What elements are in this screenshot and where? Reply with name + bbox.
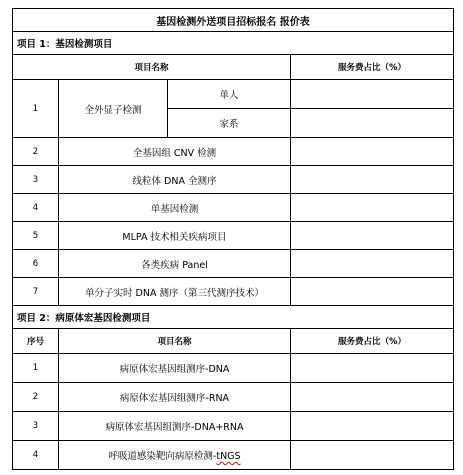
section1-col-name: 项目名称 [13,55,291,80]
row-number: 3 [13,166,59,194]
row-item-name: 单分子实时 DNA 测序（第三代测序技术） [59,278,291,306]
share-cell[interactable] [291,412,454,441]
share-cell[interactable] [291,250,454,278]
row-item-name: 病原体宏基因组测序-DNA+RNA [59,412,291,441]
row-item-name: 线粒体 DNA 全测序 [59,166,291,194]
section1-col-share: 服务费占比（%） [291,55,454,80]
section2-col-no: 序号 [13,329,59,354]
row-number: 1 [13,80,59,138]
share-cell[interactable] [291,80,454,109]
table-row [13,412,454,441]
row-number: 2 [13,383,59,412]
row-item-name: MLPA 技术相关疾病项目 [59,222,291,250]
table-row [13,166,454,194]
row-sub-item: 单人 [168,80,291,109]
row-item-name: 全基因组 CNV 检测 [59,138,291,166]
table-row [13,194,454,222]
row-number: 5 [13,222,59,250]
row-item-name: 病原体宏基因组测序-DNA [59,354,291,383]
table-row [13,383,454,412]
share-cell[interactable] [291,109,454,138]
share-cell[interactable] [291,383,454,412]
section2-col-name: 项目名称 [59,329,291,354]
share-cell[interactable] [291,222,454,250]
table-row [13,278,454,306]
share-cell[interactable] [291,194,454,222]
share-cell[interactable] [291,354,454,383]
table-row [13,250,454,278]
sheet-title: 基因检测外送项目招标报名 报价表 [13,9,454,32]
row-item-name [59,441,291,470]
table-row [13,354,454,383]
row-item-name-main: 呼吸道感染靶向病原检测- [108,451,217,462]
row-sub-item: 家系 [168,109,291,138]
quotation-table [12,8,454,470]
row-number: 3 [13,412,59,441]
quotation-sheet [12,8,453,470]
table-row [13,222,454,250]
row-number: 1 [13,354,59,383]
row-item-name: 全外显子检测 [59,80,168,138]
section2-heading: 项目 2：病原体宏基因检测项目 [13,306,454,329]
share-cell[interactable] [291,166,454,194]
row-item-name: 病原体宏基因组测序-RNA [59,383,291,412]
row-number: 4 [13,441,59,470]
share-cell[interactable] [291,278,454,306]
row-number: 7 [13,278,59,306]
row-item-name: 各类疾病 Panel [59,250,291,278]
table-row [13,441,454,470]
table-row [13,138,454,166]
share-cell[interactable] [291,138,454,166]
share-cell[interactable] [291,441,454,470]
spellcheck-underlined-text: tNGS [216,451,241,462]
table-row [13,80,454,109]
row-number: 2 [13,138,59,166]
row-number: 4 [13,194,59,222]
row-item-name: 单基因检测 [59,194,291,222]
section2-col-share: 服务费占比（%） [291,329,454,354]
section1-heading: 项目 1：基因检测项目 [13,32,454,55]
row-number: 6 [13,250,59,278]
